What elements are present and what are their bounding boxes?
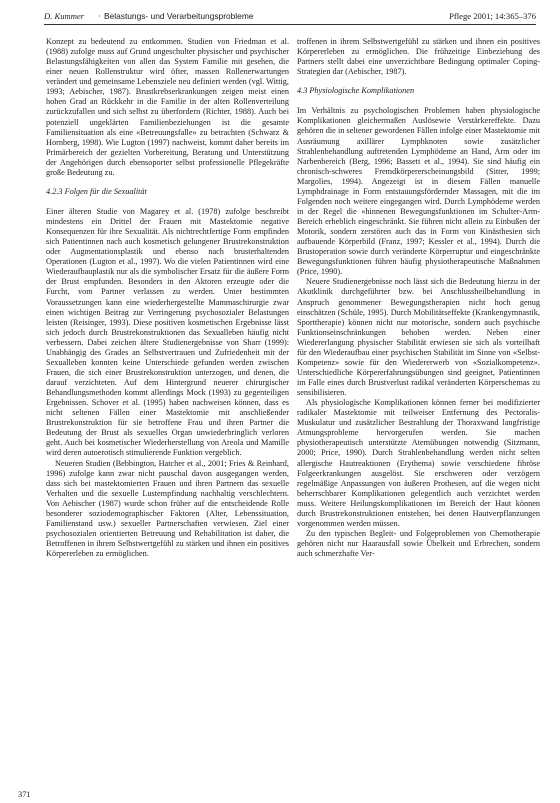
right-column [297,37,540,559]
header-title: Belastungs- und Verarbeitungsprobleme [104,11,254,21]
left-paragraph-1: Konzept zu bedeutend zu entkommen. Studien von Friedman et al. (1988) zufolge muss auf Grund ungeschulter physischer und psychischer Belastungsfähigkeiten von allen das System Familie mit gesehen, die einer neuen Rollenstruktur wird öfter, massen Rollenerwartungen verändert und gemeinsame Lebensziele neu definiert werden (vgl. Wittig, 1993; Aebischer, 1987). Brustkrebserkrankungen zeigen meist einen hohen Grad an Rückkehr in die Familie in der alten Rollenverteilung zurückzufallen und sich selbst zu überfordern (Richter, 1988). Auch bei potenziell ungeklärten Familienbeziehungen ist die gesamte Familiensituation als eine «Betreuungsfalle» zu betrachten (Schwarz & Hornberg, 1998). Wie Lugton (1997) nachweist, kommt daher bereits im Primärbereich der gezielten Vorbereitung, Beratung und Unterstützung der Angehörigen durch ebensoporter selbst professionelle Pflegekräfte große Bedeutung zu. [46,37,289,177]
left-paragraph-3: Neueren Studien (Bebbington, Hatcher et al., 2001; Fries & Reinhard, 1996) zufolge kann zwar nicht pauschal davon ausgegangen werden, dass sich bei mastektomierten Frauen und ihren Partnern das sexuelle Verhalten und die sexuelle Lustempfindung nachhaltig verschlechtern. Von Aebischer (1987) wurde schon früher auf die entscheidende Rolle besonderer soziodemographischer Faktoren (Alter, Lebenssituation, Familienstand usw.) sexueller Partnerschaften verwiesen. Ziel einer psychosozialen orientierten Betreuung und Rehabilitation ist daher, die Betroffenen in ihrem Selbstwertgefühl zu stärken und ihnen ein positives Körpererleben zu ermöglichen. [46,458,289,559]
right-paragraph-5: Zu den typischen Begleit- und Folgeproblemen von Chemotherapie gehören nicht nur Haarausfall sowie Übelkeit und Erbrechen, sondern auch schmerzhafte Ver- [297,528,540,559]
right-paragraph-4: Als physiologische Komplikationen können ferner bei modifizierter radikaler Mastektomie mit teilweiser Entfernung des Pectoralis-Muskulatur und zusätzlicher Bestrahlung der Thoraxwand langfristige Atmungsprobleme hervorgerufen werden. Sie machen physiotherapeutisch unterstützte Atemübungen notwendig (Sitzmann, 2000; Price, 1990). Durch Strahlenbehandlung werden nicht selten allergische Hautreaktionen (Erythema) sowie verschiedene fibröse Folgeerkrankungen ausgelöst. Sie erschweren oder verzögern regelmäßige Anpassungen von äußeren Prothesen, auf die wegen nicht beherrschbarer Komplikationen gelegentlich auch verzichtet werden muss. Weitere Heilungskomplikationen im Bereich der Haut können durch Brustrekonstruktionen entstehen, bei denen Hautverpflanzungen vorgenommen werden müssen. [297,398,540,528]
section-heading-komplikationen: 4.3 Physiologische Komplikationen [297,86,415,96]
header-journal: Pflege 2001; 14:365–376 [449,11,536,21]
right-paragraph-1: troffenen in ihrem Selbstwertgefühl zu stärken und ihnen ein positives Körpererleben zu ermöglichen. Die frühzeitige Einbeziehung des Partners stellt dabei eine unverzichtbare Bedingung optimaler Coping-Strategien dar (Aebischer, 1987). [297,37,540,77]
header-separator: · [98,11,101,21]
right-paragraph-2: Im Verhältnis zu psychologischen Problemen haben physiologische Komplikationen gleichermaßen Auslösewie Verstärkereffekte. Dazu gehören die in seltener gewordenen Fällen infolge einer Mastektomie mit Ausräumung axillärer Lymphknoten sowie zusätzlicher Strahlenbehandlung auftretenden Lymphödeme an Hand, Arm oder im Narbenbereich (Berg, 1996; Bassett et al., 1994). Sie sind häufig ein chronisch-schweres Fremdkörpererscheinungsbild (Sitter, 1999; Margolies, 1994). Angezeigt ist in diesem Fällen manuelle Lymphdrainage in Form entstauungsfördernder Massagen, mit die im Folgenden noch weitere eingegangen wird. Durch Lymphödeme werden in der Regel die «hinnenen Bewegungsfunktionen im Schulter-Arm-Bereich erheblich eingeschränkt. Sie führen nicht allein zu Einbußen der Motorik, sondern zerstören auch das in Form von Kinästhesien sich aufbauende Körperbild (Franz, 1997; Kessler et al., 1994). Durch die Brustoperation sowie durch veränderte Körperruptur und eingeschränkte Bewegungsfunktionen führen häufig physiotherapeutische Maßnahmen (Price, 1990). [297,106,540,277]
header-author: D. Kummer [44,11,85,21]
running-header [44,8,536,25]
left-paragraph-2: Einer älteren Studie von Magarey et al. (1978) zufolge beschreibt mindestens ein Drittel der Frauen mit Mastektomie negative Konsequenzen für ihre Sexualität. Als nichtrechtfertige Form empfinden sich Patientinnen nach auch kosmetisch gelungener Brustrekonstruktion oder Augmentationsplastik und ebenso nach brusterhaltenden Operationen (Lugton et al., 1997). Wo die vielen Patientinnen wird eine Wiederaufbauplastik nur als die symbolischer Ersatz für die äußere Form der Brust empfunden. Besonders in den Aktoren erzeugte oder die Furcht, vom Partner verlassen zu werden. Unter bestimmten Voraussetzungen kann eine wiederhergestellte Mammaschirurgie zwar einen wichtigen Beitrag zur Verringerung psychosozialer Belastungen leisten (Reisinger, 1993). Diese positiven kosmetischen Ergebnisse lässt sich jedoch durch Brustrekonstruktionen das Sexualleben häufig nicht verbessern. Dabei zeichen ältere Studienergebnisse von Sharr (1999): Unabhängig des Grades an Selbstvertrauen und Zufriedenheit mit der Sexualleben konnten keine Unterschiede gefunden werden zwischen Frauen, die sich einer Brustrekonstruktion unterzogen, und denen, die darauf verzichteten. Auf dem Hintergrund neuerer chirurgischer Behandlungsmethoden kommt allerdings Mock (1993) zu gegenteiligen Ergebnissen. Schover et al. (1995) haben nachweisen können, dass es nicht seltenen Fällen einer Mastektomie mit anschließender Brustrekonstruktion für sie betroffene Frau und ihren Partner die Bedeutung der Brust als sexuelles Organ unwiederbringlich verloren geht. Auch bei kosmetischer Wiederherstellung von Areola und Mamille wird deren autoerotisch stimulierende Funktion vergeblich. [46,206,289,458]
right-paragraph-3: Neuere Studienergebnisse noch lässt sich die Bedeutung hierzu in der Akutklinik durchgeführter bzw. bei Anschlussheilbehandlung in Anspruch genommener Bewegungstherapien nicht hoch genug einschätzen (Schüle, 1995). Durch Mobilitätseffekte (Krankengymnastik, Sporttherapie) können nicht nur motorische, sondern auch psychische Funktionseinschränkungen behoben werden. Neben einer Wiedererlangung physischer Stabilität erwiesen sie sich als vorteilhaft für den Wiederaufbau einer psychischen Stabilität im Sinne von «Selbst-Kompetenz» sowie für den Wiedererwerb von «Sozialkompetenz». Unterschiedliche Körpererfahrungsübungen sind geeignet, Patientinnen im Falle eines durch Brustverlust radikal veränderten Körperschemas zu sensibilisieren. [297,277,540,398]
section-heading-sexualitaet: 4.2.3 Folgen für die Sexualität [46,186,147,196]
left-column [46,37,289,559]
page-number: 371 [18,790,31,799]
